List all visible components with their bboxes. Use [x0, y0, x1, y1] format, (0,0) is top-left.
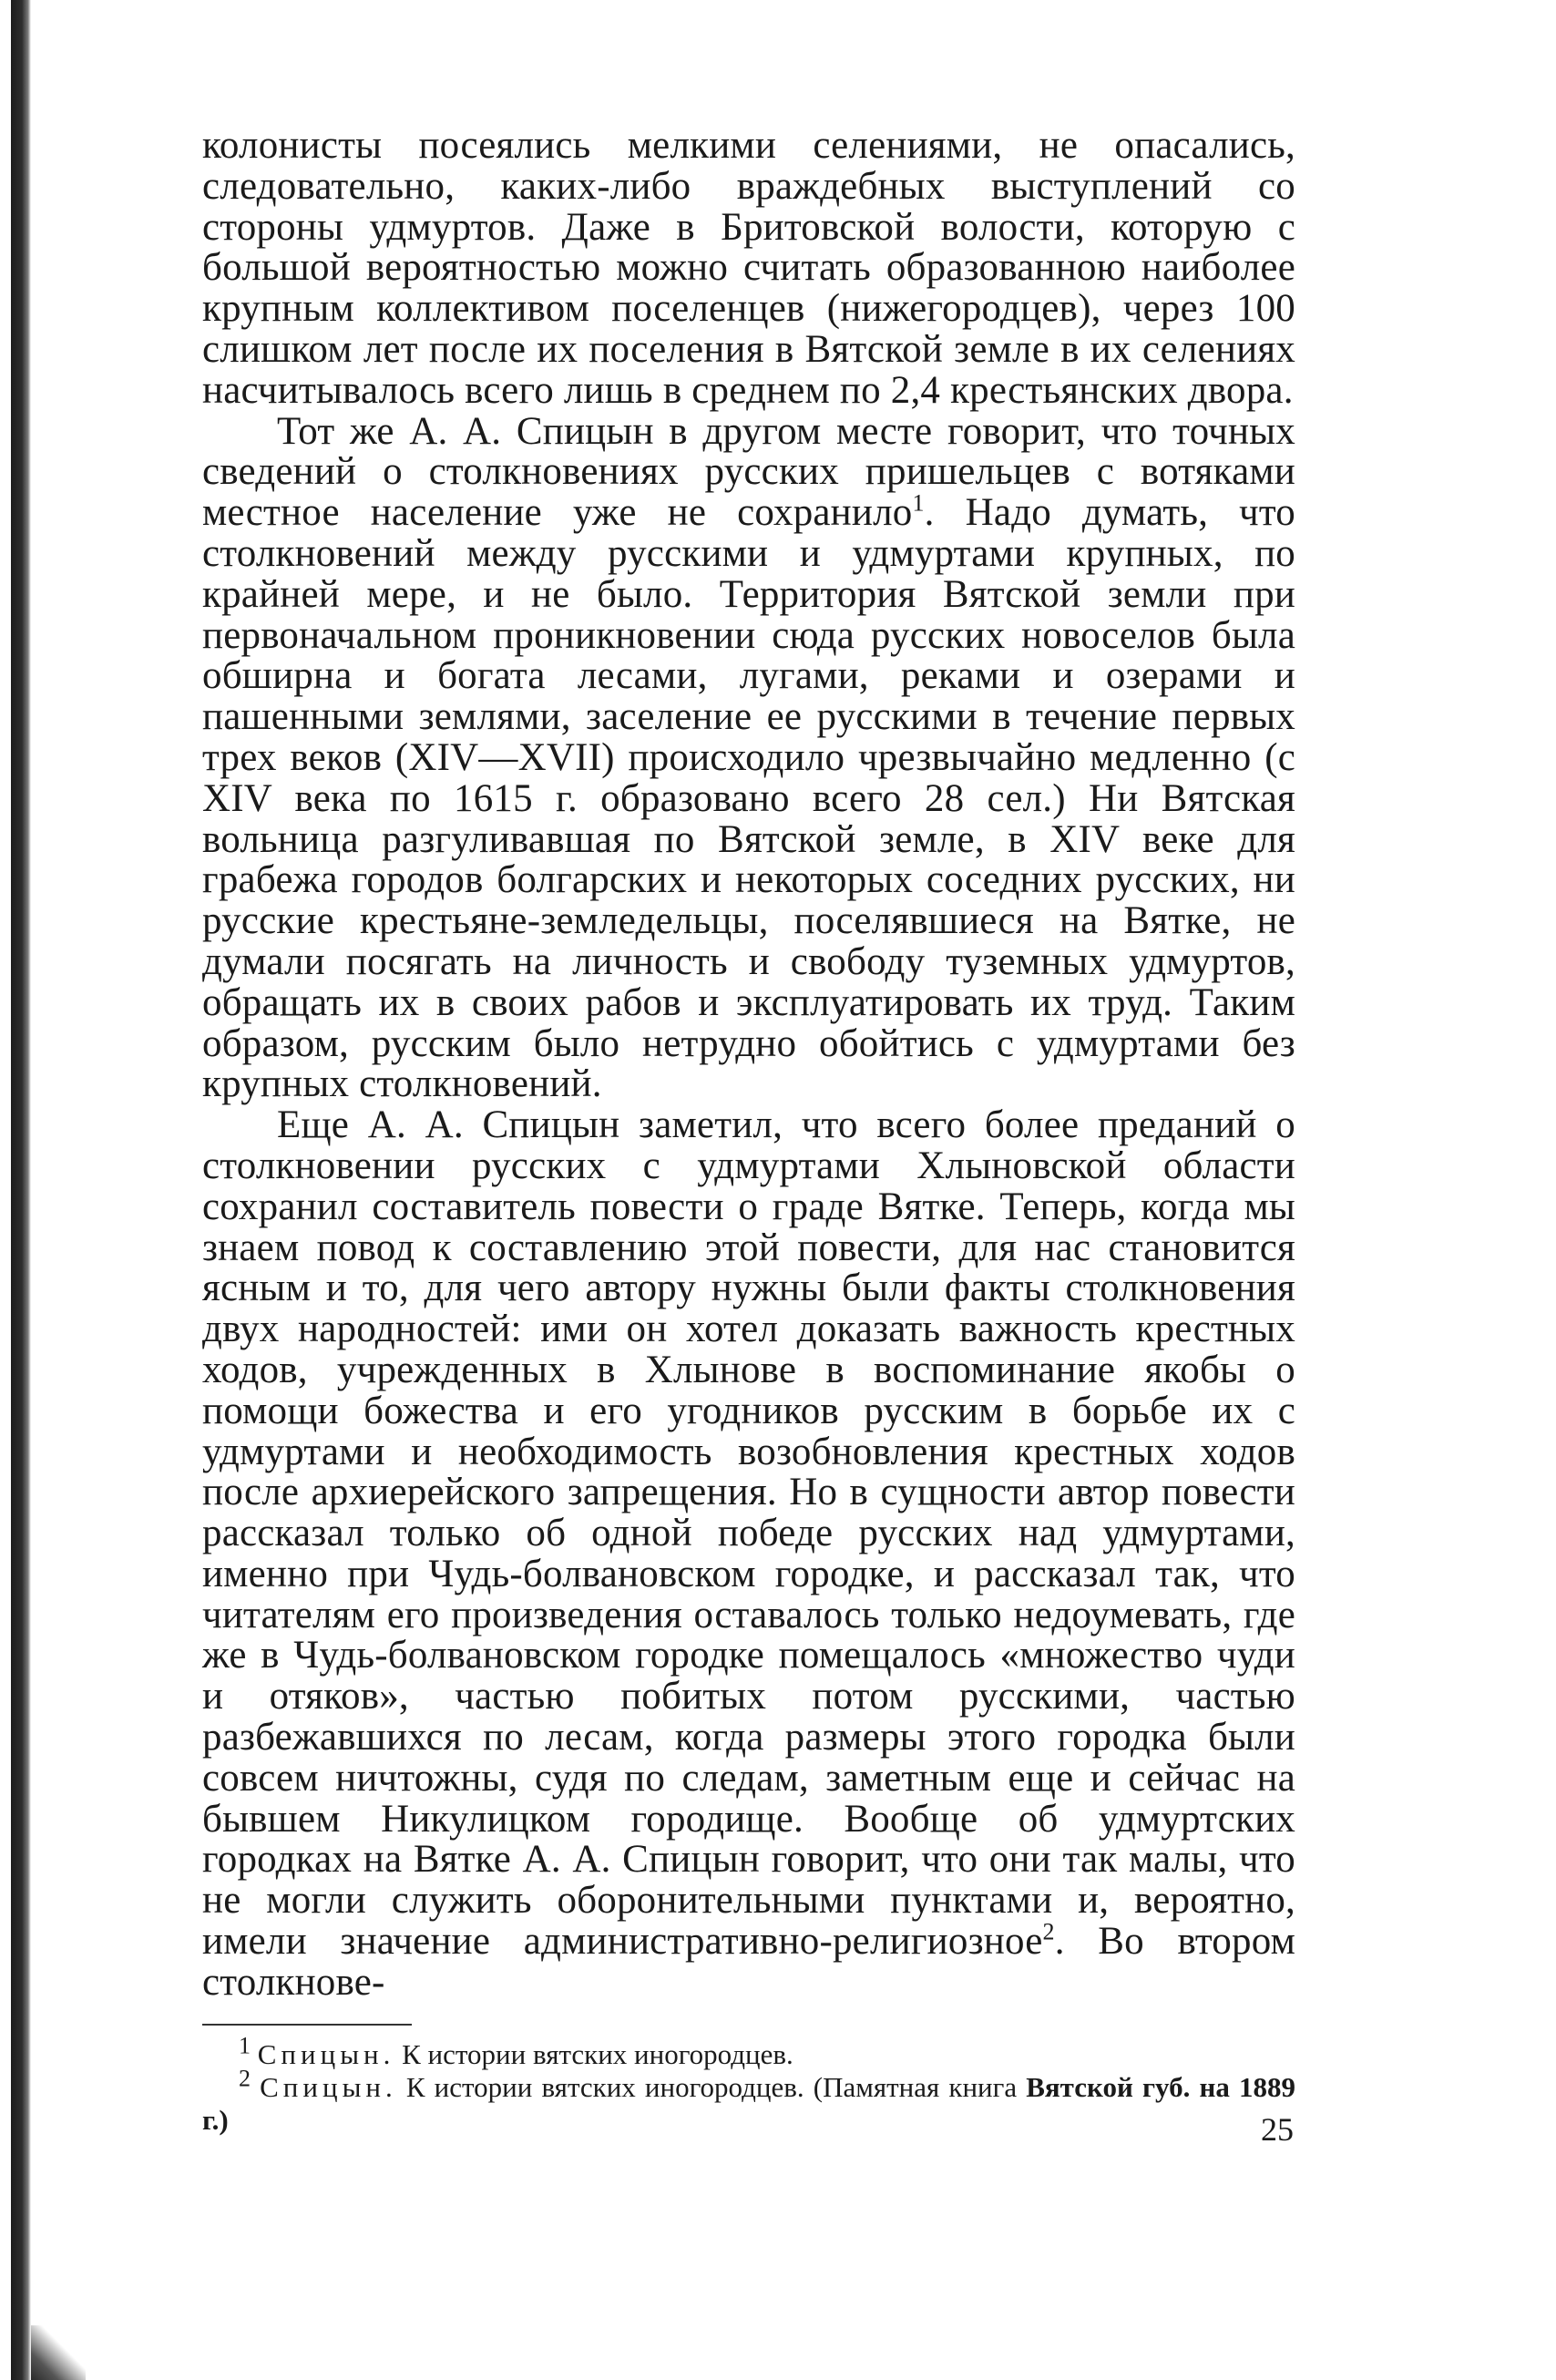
- footnote-bold-text: Вятской губ. на 1889 г.): [202, 2070, 1295, 2136]
- paragraph-2-text-end: . Надо думать, что столкновений между русскими и удмуртами крупных, по крайней мере, и не было. Территория Вятской земли при первоначальном проникновении сюда русских новоселов была обширна и богата лесами, лугами, реками и озерами и пашенными землями, заселение ее русскими в течение первых трех веков (XIV—XVII) происходило чрезвычайно медленно (с XIV века по 1615 г. образовано всего 28 сел.) Ни Вятская вольница разгуливавшая по Вятской земле, в XIV веке для грабежа городов болгарских и некоторых соседних русских, ни русские крестьяне-земледельцы, поселявшиеся на Вятке, не думали посягать на личность и свободу туземных удмуртов, обращать их в своих рабов и эксплуатировать их труд. Таким образом, русским было нетрудно обойтись с удмуртами без крупных столкновений.: [202, 491, 1295, 1106]
- footnote-mark: 2: [239, 2065, 251, 2092]
- footnote-ref-2[interactable]: 2: [1042, 1918, 1055, 1945]
- paragraph-2: [202, 409, 1295, 1106]
- footnote-text: К истории вятских иногородцев. (Памятная книга: [396, 2070, 1027, 2103]
- footnote-author: Спицын.: [260, 2070, 397, 2103]
- footnote-author: Спицын.: [257, 2037, 395, 2070]
- paragraph-1-text: колонисты посеялись мелкими селениями, не опасались, следовательно, каких-либо враждебных выступлений со стороны удмуртов. Даже в Бритовской волости, которую с большой вероятностью можно считать образованною наиболее крупным коллективом поселенцев (нижегородцев), через 100 слишком лет после их поселения в Вятской земле в их селениях насчитывалось всего лишь в среднем по 2,4 крестьянских двора.: [202, 124, 1295, 412]
- paragraph-1: [202, 126, 1295, 412]
- footnote-ref-1[interactable]: 1: [912, 489, 925, 517]
- footnote-divider: [202, 2024, 412, 2026]
- paragraph-3: [202, 1105, 1295, 2004]
- paragraph-3-text-start: Еще А. А. Спицын заметил, что всего более преданий о столкновении русских с удмуртами Хлыновской области сохранил составитель повести о граде Вятке. Теперь, когда мы знаем повод к составлению этой повести, для нас становится ясным и то, для чего автору нужны были факты столкновения двух народностей: ими он хотел доказать важность крестных ходов, учрежденных в Хлынове в воспоминание якобы о помощи божества и его угодников русским в борьбе их с удмуртами и необходимость возобновления крестных ходов после архиерейского запрещения. Но в сущности автор повести рассказал только об одной победе русских над удмуртами, именно при Чудь-болвановском городке, и рассказал так, что читателям его произведения оставалось только недоумевать, где же в Чудь-болвановском городке помещалось «множество чуди и отяков», частью побитых потом русскими, частью разбежавшихся по лесам, когда размеры этого городка были совсем ничтожны, судя по следам, заметным еще и сейчас на бывшем Никулицком городище. Вообще об удмуртских городках на Вятке А. А. Спицын говорит, что они так малы, что не могли служить оборонительными пунктами и, вероятно, имели значение административно-религиозное: [202, 1103, 1295, 1964]
- paragraph-2-text-start: Тот же А. А. Спицын в другом месте говорит, что точных сведений о столкновениях русских пришельцев с вотяками местное население уже не сохранило: [202, 409, 1295, 535]
- footnote-text: К истории вятских иногородцев.: [394, 2037, 793, 2070]
- footnote-2: [202, 2065, 1295, 2137]
- footnotes: [202, 2032, 1295, 2137]
- page-corner-shadow: [31, 2325, 86, 2380]
- page-binding-shadow: [11, 0, 31, 2380]
- page-number: 25: [1261, 2111, 1294, 2148]
- footnote-mark: 1: [239, 2032, 251, 2059]
- page-body: [202, 126, 1295, 2137]
- footnote-1: [202, 2032, 1295, 2071]
- paragraph-3-text-end: . Во втором столкнове-: [202, 1920, 1295, 2004]
